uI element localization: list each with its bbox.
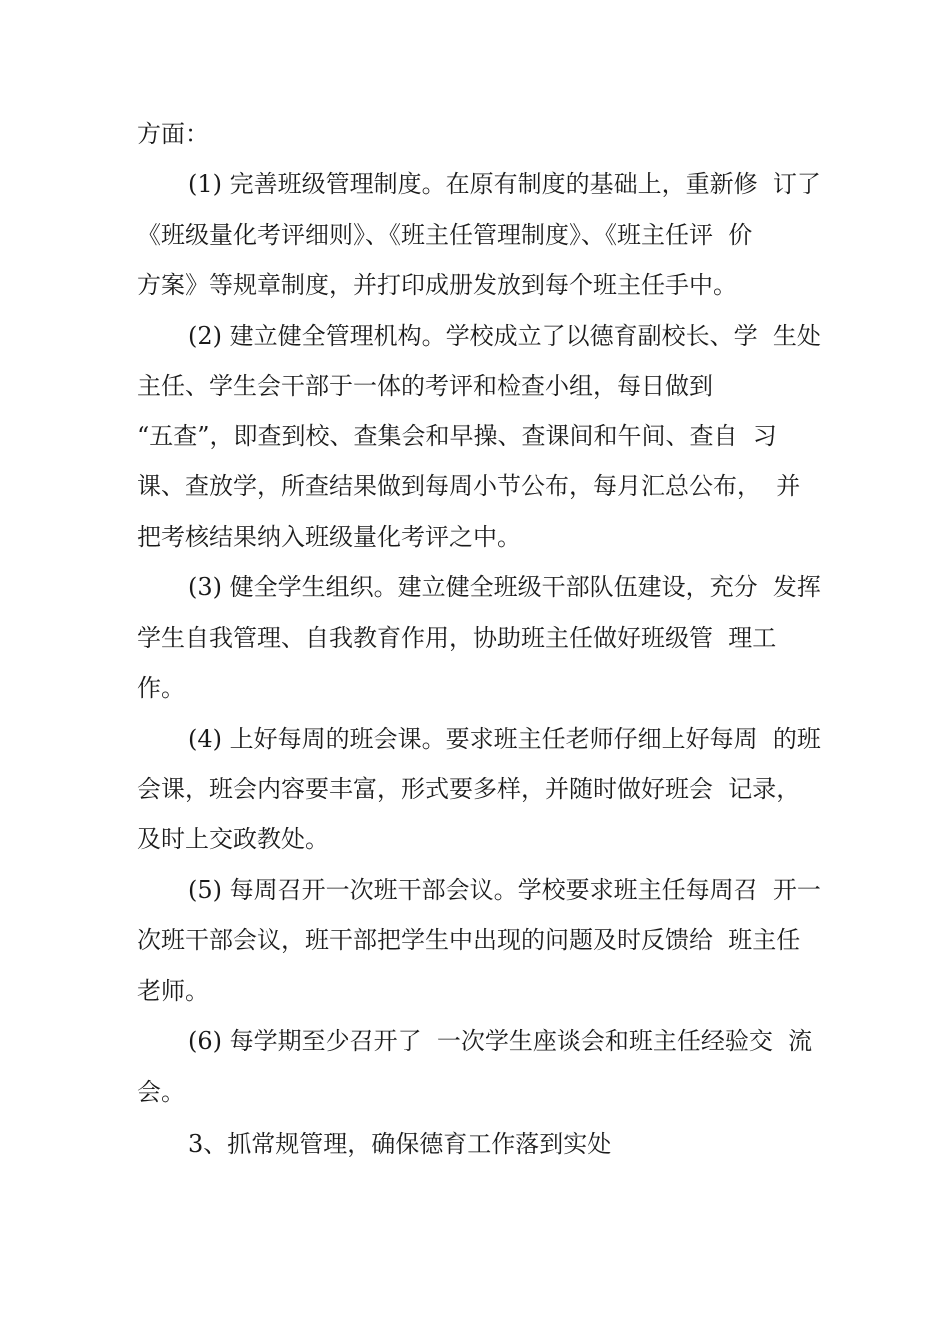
text-line: 老师。 — [137, 977, 209, 1005]
text-line: 学生自我管理、自我教育作用，协助班主任做好班级管 理工 — [137, 624, 777, 652]
text-line: (3) 健全学生组织。建立健全班级干部队伍建设，充分 发挥 — [188, 573, 821, 601]
text-line: 主任、学生会干部于一体的考评和检查小组，每日做到 — [137, 372, 713, 400]
text-line: 课、查放学，所查结果做到每周小节公布，每月汇总公布， 并 — [137, 472, 801, 500]
text-line: 方面： — [137, 120, 209, 148]
text-line: 《班级量化考评细则》、《班主任管理制度》、《班主任评 价 — [137, 221, 753, 249]
text-line: (2) 建立健全管理机构。学校成立了以德育副校长、学 生处 — [188, 322, 821, 350]
text-line: (5) 每周召开一次班干部会议。学校要求班主任每周召 开一 — [188, 876, 821, 904]
text-line: 会。 — [137, 1078, 185, 1106]
text-line: (1) 完善班级管理制度。在原有制度的基础上，重新修 订了 — [188, 170, 821, 198]
text-line: (6) 每学期至少召开了 一次学生座谈会和班主任经验交 流 — [188, 1027, 813, 1055]
text-line: “五查”，即查到校、查集会和早操、查课间和午间、查自 习 — [137, 422, 777, 450]
section-heading: 3、抓常规管理，确保德育工作落到实处 — [188, 1130, 612, 1158]
text-line: 作。 — [137, 674, 185, 702]
text-line: 方案》等规章制度，并打印成册发放到每个班主任手中。 — [137, 271, 737, 299]
text-line: 把考核结果纳入班级量化考评之中。 — [137, 523, 521, 551]
text-line: 及时上交政教处。 — [137, 825, 329, 853]
text-line: 次班干部会议，班干部把学生中出现的问题及时反馈给 班主任 — [137, 926, 801, 954]
text-line: 会课，班会内容要丰富，形式要多样，并随时做好班会 记录， — [137, 775, 801, 803]
text-line: (4) 上好每周的班会课。要求班主任老师仔细上好每周 的班 — [188, 725, 821, 753]
